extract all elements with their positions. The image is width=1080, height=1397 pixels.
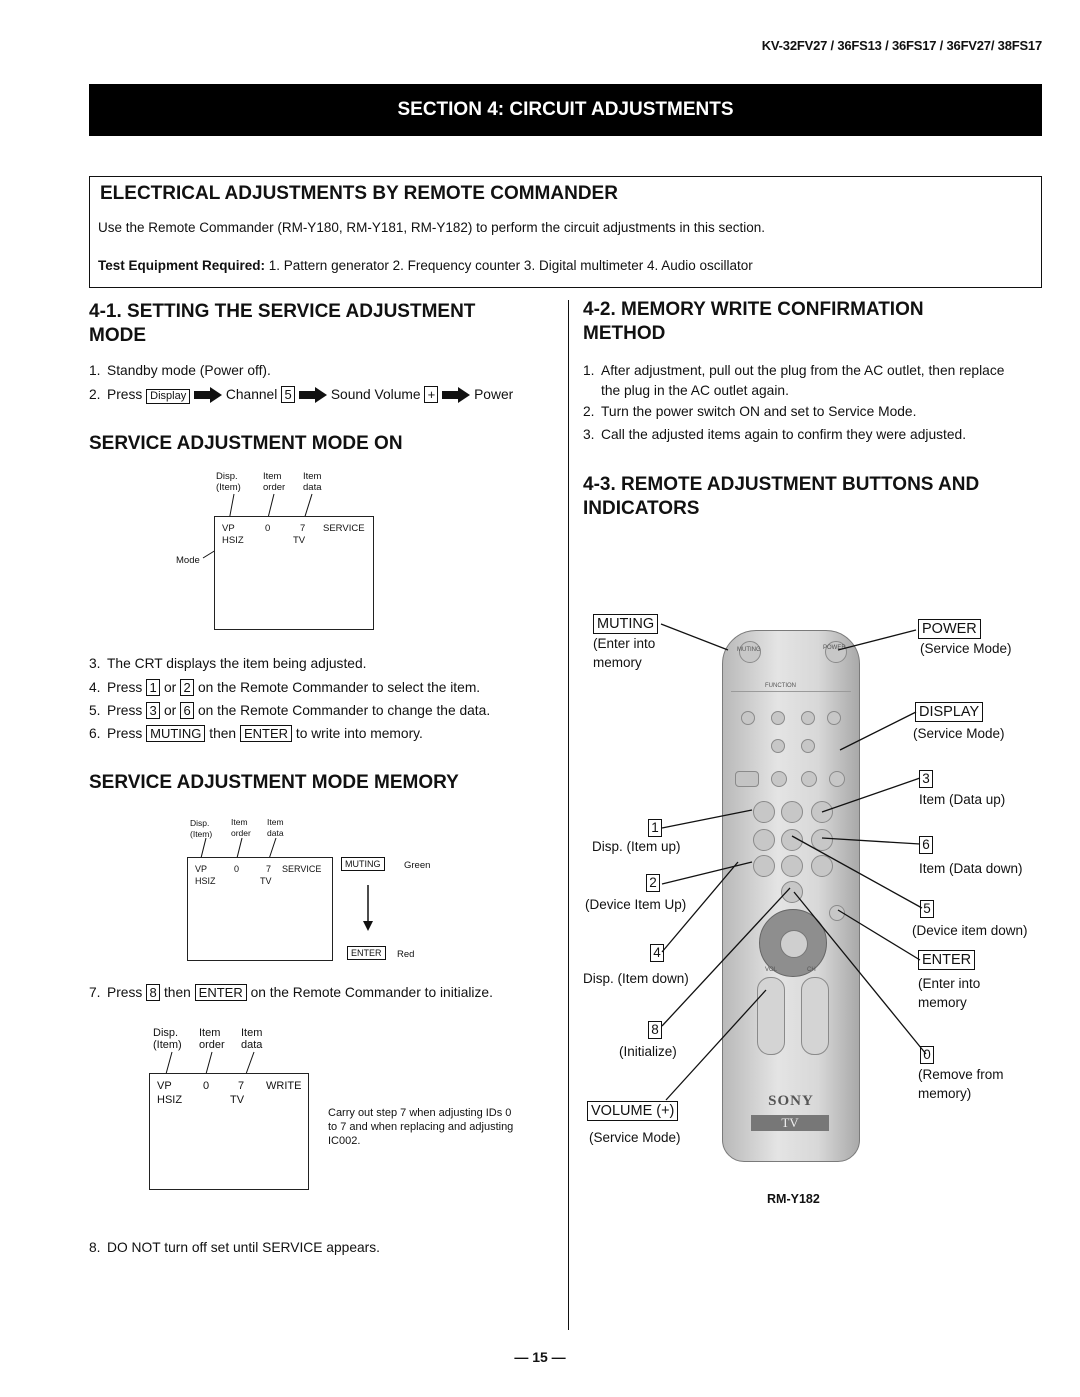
key-8-desc: (Initialize) [619, 1044, 677, 1059]
remote-control: MUTING POWER FUNCTION VOL CH SONY TV [722, 630, 860, 1162]
page-number: — 15 — [514, 1349, 566, 1365]
arrow-right-icon [299, 387, 327, 403]
enter-desc: (Enter into memory [918, 976, 981, 1010]
key-4-label: 4 [650, 944, 664, 962]
key-2-label: 2 [646, 874, 660, 892]
section-title-bar [89, 84, 1042, 136]
item-data-label: Item data [267, 817, 284, 838]
disp-label: Disp. (Item) [216, 471, 241, 493]
step7: 7. Press 8 then ENTER on the Remote Commander to initialize. [89, 985, 493, 1000]
s43-title: 4-3. REMOTE ADJUSTMENT BUTTONS AND INDICATORS [583, 474, 980, 519]
key-2-desc: (Device Item Up) [585, 897, 687, 912]
disp-label: Disp. (Item) [190, 818, 213, 839]
electrical-intro: Use the Remote Commander (RM-Y180, RM-Y181, RM-Y182) to perform the circuit adjustments in this section. [98, 220, 765, 235]
key-1-desc: Disp. (Item up) [592, 839, 681, 854]
muting-label: MUTING [593, 614, 658, 634]
disp-label: Disp. (Item) [153, 1027, 182, 1051]
item-order-label: Item order [231, 817, 251, 838]
key-5-label: 5 [920, 900, 934, 918]
mode-on-title: SERVICE ADJUSTMENT MODE ON [89, 433, 403, 454]
step6: 6. Press MUTING then ENTER to write into memory. [89, 726, 423, 741]
step4: 4. Press 1 or 2 on the Remote Commander to select the item. [89, 680, 481, 695]
key-5-desc: (Device item down) [912, 923, 1028, 938]
display-key: Display [146, 389, 190, 404]
muting-key-label: MUTING [341, 857, 385, 871]
test-equipment-line [98, 258, 753, 273]
power-desc: (Service Mode) [920, 641, 1012, 656]
arrow-right-icon [442, 387, 470, 403]
display-desc: (Service Mode) [913, 726, 1005, 741]
key-6-desc: Item (Data down) [919, 861, 1023, 876]
s41-step2: 2. Press Display Channel 5 Sound Volume + Power [89, 387, 514, 402]
write-note: Carry out step 7 when adjusting IDs 0 to 7 and when replacing and adjusting IC002. [328, 1107, 514, 1147]
red-label: Red [397, 949, 415, 960]
remote-model-caption: RM-Y182 [767, 1192, 820, 1206]
key-0-desc: (Remove from memory) [918, 1067, 1004, 1101]
crt-screen-mode-on: VP 0 7 SERVICE HSIZ TV [214, 516, 374, 630]
key-4-desc: Disp. (Item down) [583, 971, 689, 986]
remote-tv-logo: TV [751, 1115, 829, 1131]
key-3-desc: Item (Data up) [919, 792, 1006, 807]
key-8-label: 8 [648, 1021, 662, 1039]
test-equipment-list: 1. Pattern generator 2. Frequency counter 3. Digital multimeter 4. Audio oscillator [268, 258, 753, 273]
step8: 8. DO NOT turn off set until SERVICE appears. [89, 1240, 380, 1255]
mode-label: Mode [176, 555, 200, 566]
volume-desc: (Service Mode) [589, 1130, 681, 1145]
s42-step1: 1. After adjustment, pull out the plug from the AC outlet, then replace the plug in the AC outlet again. [583, 363, 1005, 398]
enter-key-label: ENTER [347, 946, 386, 960]
crt-screen-memory: VP 0 7 SERVICE HSIZ TV [187, 857, 333, 961]
key-5: 5 [281, 386, 295, 403]
s42-step2: 2. Turn the power switch ON and set to Service Mode. [583, 404, 917, 419]
electrical-adjustments-box [89, 176, 1042, 288]
enter-label: ENTER [918, 950, 975, 970]
arrow-down-icon [360, 885, 376, 933]
arrow-right-icon [194, 387, 222, 403]
volume-label: VOLUME (+) [587, 1101, 678, 1121]
item-order-label: Item order [263, 471, 286, 493]
remote-brand: SONY [768, 1093, 814, 1109]
s42-step3: 3. Call the adjusted items again to confirm they were adjusted. [583, 427, 967, 442]
test-equipment-label: Test Equipment Required: [98, 258, 266, 273]
muting-desc: (Enter into memory [593, 636, 656, 670]
power-label: POWER [918, 619, 981, 639]
section-title: SECTION 4: CIRCUIT ADJUSTMENTS [397, 99, 734, 120]
step3: 3. The CRT displays the item being adjusted. [89, 656, 367, 671]
mode-memory-title: SERVICE ADJUSTMENT MODE MEMORY [89, 772, 459, 793]
column-divider [568, 300, 569, 1330]
s41-step1: 1. Standby mode (Power off). [89, 363, 271, 378]
s41-title: 4-1. SETTING THE SERVICE ADJUSTMENT MODE [89, 301, 476, 346]
electrical-title: ELECTRICAL ADJUSTMENTS BY REMOTE COMMANDER [100, 183, 618, 204]
item-order-label: Item order [199, 1027, 225, 1051]
display-label: DISPLAY [915, 702, 983, 722]
crt-screen-write: VP 0 7 WRITE HSIZ TV [149, 1073, 309, 1190]
item-data-label: Item data [241, 1027, 263, 1051]
item-data-label: Item data [303, 471, 322, 493]
model-numbers: KV-32FV27 / 36FS13 / 36FS17 / 36FV27/ 38FS17 [761, 38, 1042, 53]
key-0-label: 0 [920, 1046, 934, 1064]
green-label: Green [404, 860, 431, 871]
key-3-label: 3 [919, 770, 933, 788]
key-6-label: 6 [919, 836, 933, 854]
key-1-label: 1 [648, 819, 662, 837]
step5: 5. Press 3 or 6 on the Remote Commander to change the data. [89, 703, 491, 718]
s42-title: 4-2. MEMORY WRITE CONFIRMATION METHOD [583, 299, 924, 344]
key-plus: + [424, 386, 438, 403]
